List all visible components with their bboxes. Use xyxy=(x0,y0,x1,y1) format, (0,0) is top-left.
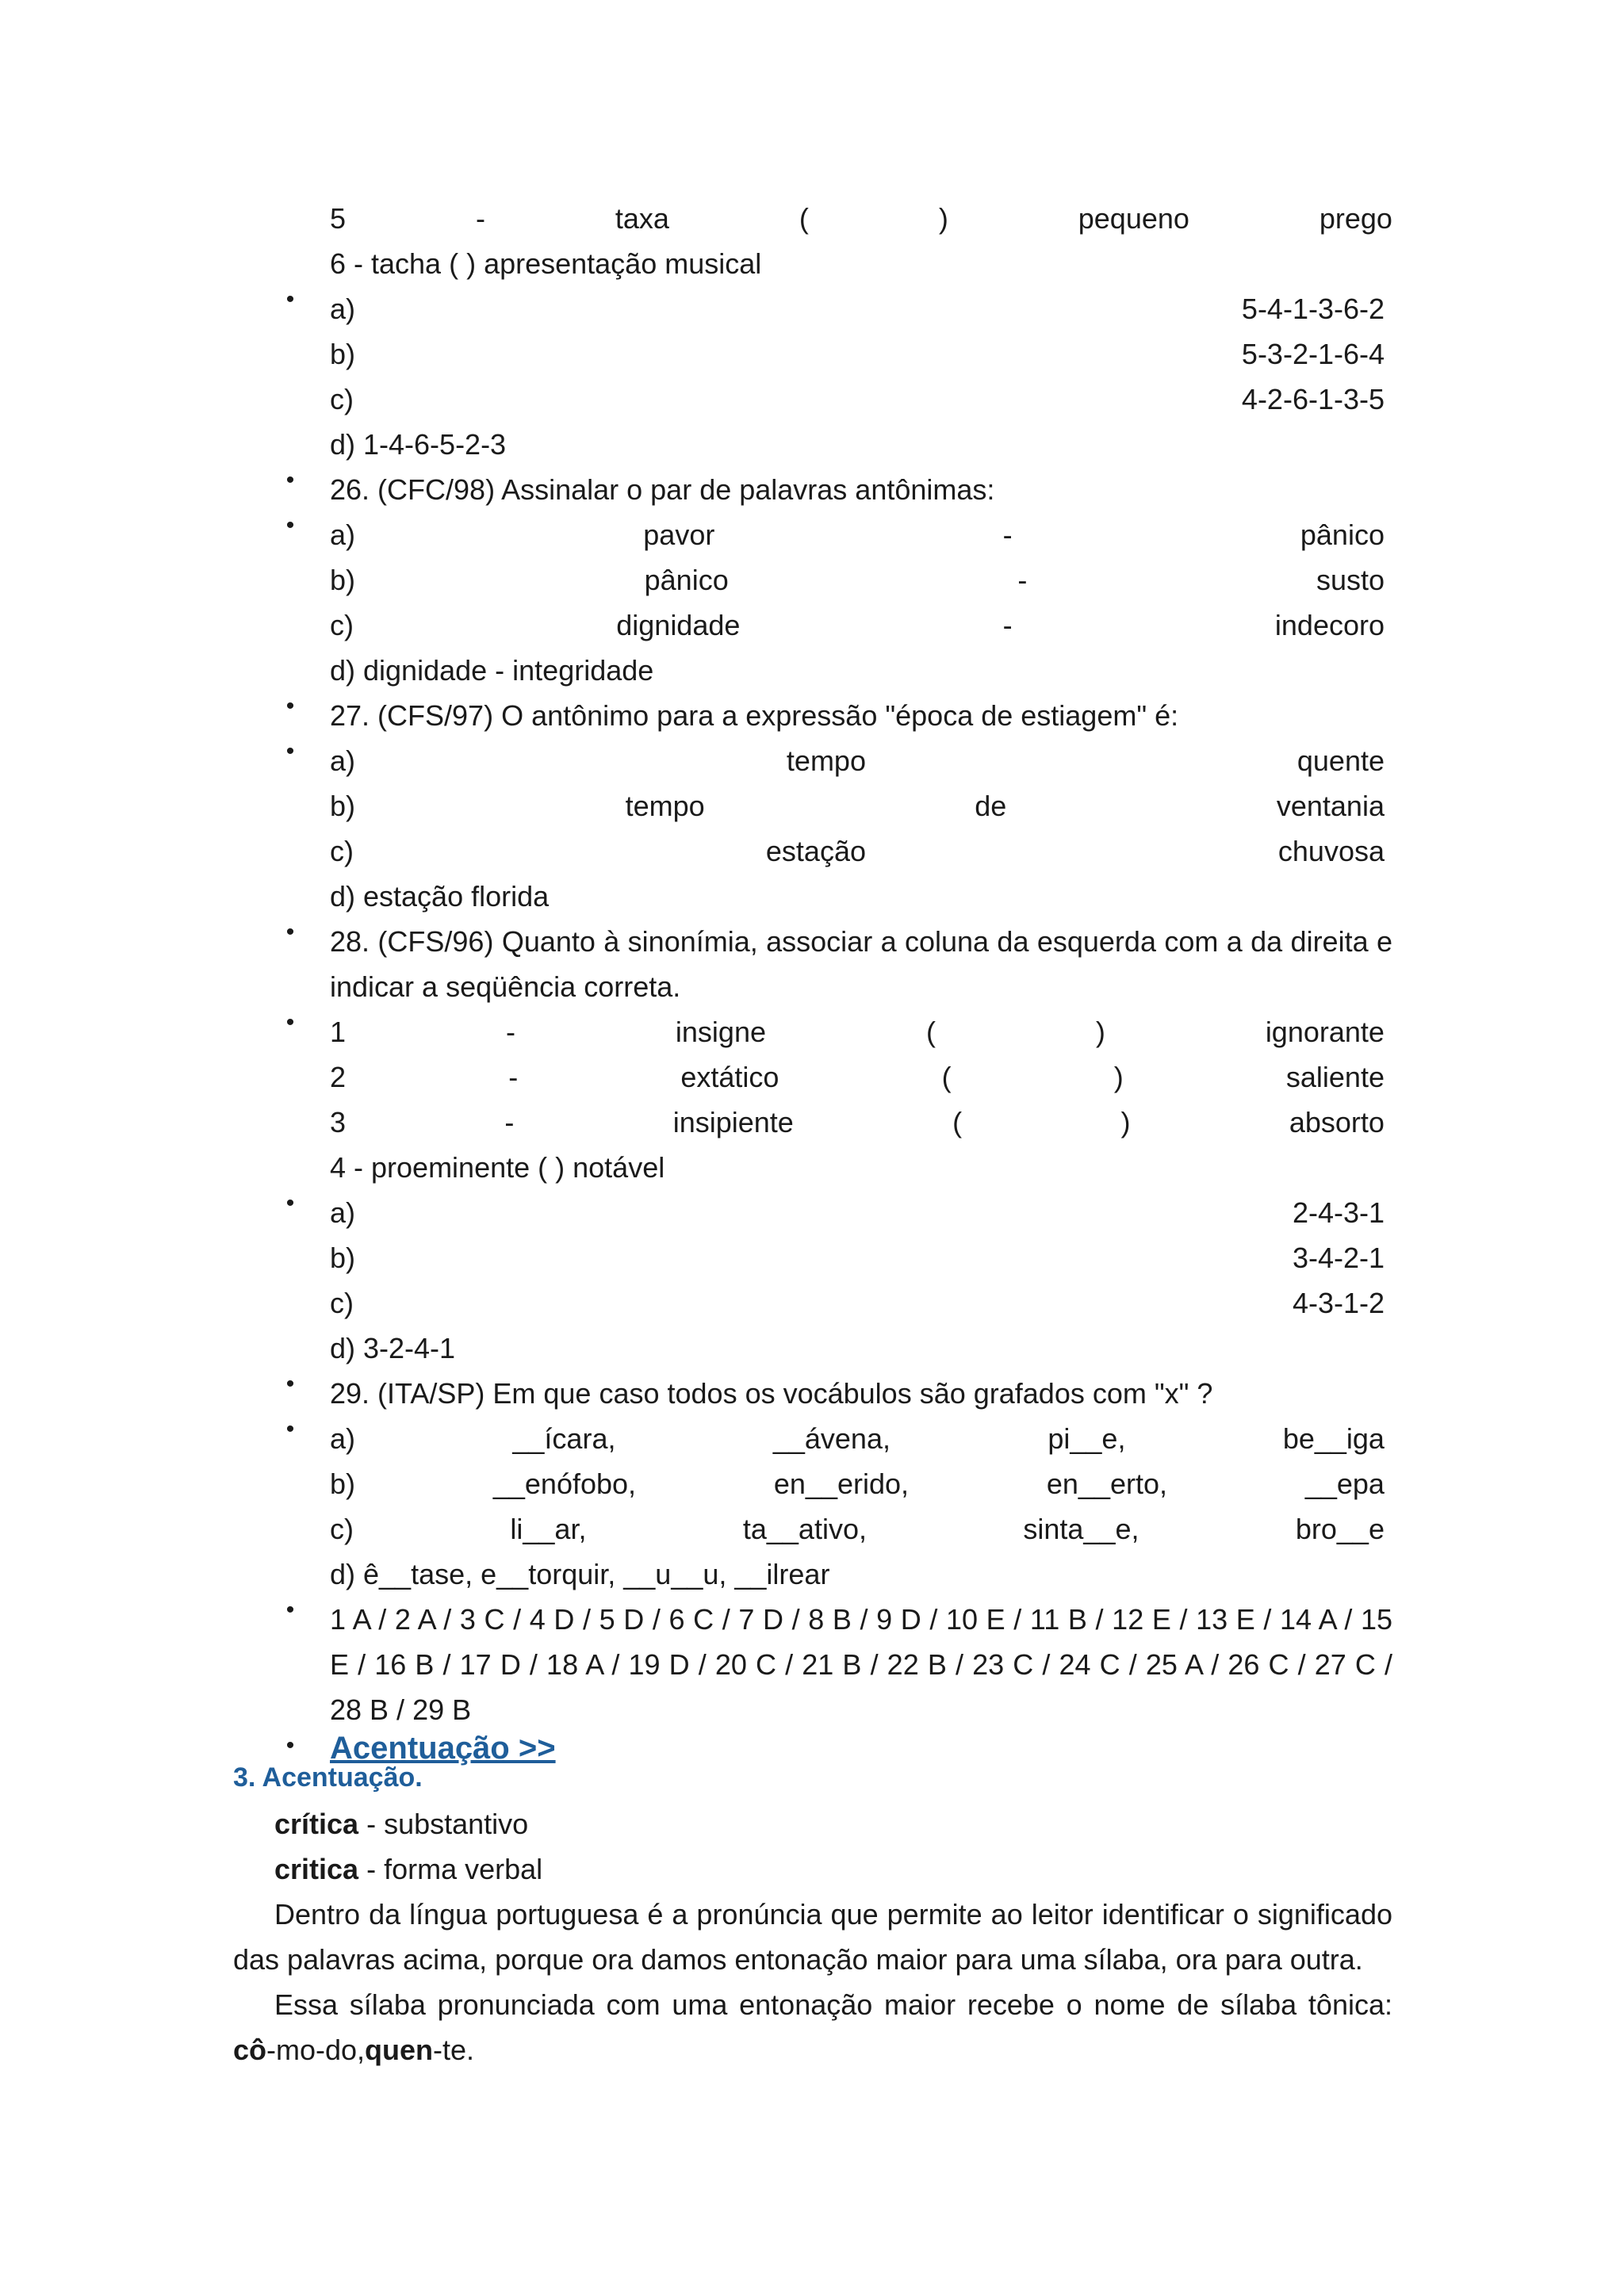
line-token: tempo xyxy=(786,744,866,777)
line-token: ( xyxy=(799,202,809,235)
line-token: 4-2-6-1-3-5 xyxy=(1241,383,1385,415)
line-token: 2 xyxy=(330,1061,347,1093)
bullet: • xyxy=(285,693,295,719)
line-token: ) xyxy=(1113,1061,1124,1093)
option-line xyxy=(330,1280,1385,1326)
line-token: - xyxy=(504,1106,515,1138)
line-token: ( xyxy=(952,1106,963,1138)
line-token: - xyxy=(1002,519,1013,551)
line-token: ignorante xyxy=(1265,1016,1385,1048)
line-token: susto xyxy=(1316,564,1385,596)
line-token: b) xyxy=(330,338,356,370)
q27-question xyxy=(0,693,1392,738)
answer-key-text: 1 A / 2 A / 3 C / 4 D / 5 D / 6 C / 7 D / 8 B / 9 D / 10 E / 11 B / 12 E / 13 E / 14 A / 15 E / 16 B / 17 D / 18 A / 19 D / 20 C / 21 B / 22 B / 23 C / 24 C / 25 A / 26 C / 27 C / 28 B / 29 B xyxy=(330,1603,1392,1726)
bullet: • xyxy=(285,1371,295,1397)
line-token: dignidade xyxy=(616,609,741,641)
option-line xyxy=(330,286,1385,331)
line-token: ) xyxy=(938,202,948,235)
q29-options xyxy=(0,1416,1392,1597)
line-token: - xyxy=(505,1016,515,1048)
question-text: 26. (CFC/98) Assinalar o par de palavras antônimas: xyxy=(330,473,995,506)
bullet: • xyxy=(285,467,295,493)
line-token: en__erido, xyxy=(773,1468,910,1500)
option-line: d) 3-2-4-1 xyxy=(330,1332,456,1364)
q26-question xyxy=(0,467,1392,512)
example-word-2: critica - forma verbal xyxy=(274,1853,543,1885)
answer-key xyxy=(0,1597,1392,1732)
line-token: de xyxy=(975,790,1007,822)
q25-options xyxy=(0,286,1392,467)
option-line xyxy=(330,603,1385,648)
line-token: __enófobo, xyxy=(492,1468,637,1500)
line-token: - xyxy=(475,202,485,235)
line-token: ta__ativo, xyxy=(742,1513,867,1545)
bullet: • xyxy=(285,1190,295,1216)
line-token: 1 xyxy=(330,1016,347,1048)
match-line: 6 - tacha ( ) apresentação musical xyxy=(330,247,762,280)
line-token: sinta__e, xyxy=(1023,1513,1139,1545)
q27-options xyxy=(0,738,1392,919)
example-word-1: crítica - substantivo xyxy=(274,1808,529,1840)
line-token: pavor xyxy=(643,519,715,551)
bullet: • xyxy=(285,1597,295,1623)
option-line xyxy=(330,1235,1385,1280)
line-token: pequeno xyxy=(1078,202,1189,235)
line-token: insipiente xyxy=(672,1106,794,1138)
line-token: 3-4-2-1 xyxy=(1292,1242,1385,1274)
line-token: a) xyxy=(330,293,356,325)
match-line xyxy=(330,1054,1385,1100)
acentuacao-link-item xyxy=(0,1732,1392,1764)
line-token: ) xyxy=(1095,1016,1105,1048)
line-token: en__erto, xyxy=(1046,1468,1167,1500)
option-line xyxy=(330,1506,1385,1552)
line-token: __epa xyxy=(1304,1468,1385,1500)
line-token: taxa xyxy=(615,202,669,235)
option-line: d) ê__tase, e__torquir, __u__u, __ilrear xyxy=(330,1558,830,1590)
option-line: d) 1-4-6-5-2-3 xyxy=(330,428,507,461)
bullet: • xyxy=(285,1416,295,1442)
line-token: a) xyxy=(330,744,356,777)
line-token: pânico xyxy=(1300,519,1385,551)
bullet: • xyxy=(285,738,295,764)
line-token: b) xyxy=(330,790,356,822)
q28-items xyxy=(0,1009,1392,1190)
option-line xyxy=(330,331,1385,377)
line-token: insigne xyxy=(675,1016,766,1048)
top-margin xyxy=(0,0,1624,196)
option-line xyxy=(330,377,1385,422)
option-line: d) dignidade - integridade xyxy=(330,654,654,687)
line-token: c) xyxy=(330,1513,354,1545)
match-line xyxy=(330,1009,1385,1054)
bullet: • xyxy=(285,1732,295,1758)
question-text: 27. (CFS/97) O antônimo para a expressão "época de estiagem" é: xyxy=(330,699,1179,732)
q28-question xyxy=(0,919,1392,1009)
line-token: a) xyxy=(330,1196,356,1229)
line-token: pânico xyxy=(644,564,729,596)
line-token: ) xyxy=(1120,1106,1131,1138)
line-token: tempo xyxy=(625,790,705,822)
line-token: li__ar, xyxy=(510,1513,587,1545)
line-token: extático xyxy=(680,1061,779,1093)
line-token: b) xyxy=(330,564,356,596)
line-token: prego xyxy=(1319,202,1392,235)
option-line xyxy=(330,1416,1385,1461)
match-line: 4 - proeminente ( ) notável xyxy=(330,1151,665,1184)
option-line xyxy=(330,738,1385,783)
line-token: 5-3-2-1-6-4 xyxy=(1241,338,1385,370)
line-token: chuvosa xyxy=(1277,835,1385,867)
line-token: estação xyxy=(765,835,866,867)
question-text: 28. (CFS/96) Quanto à sinonímia, associar a coluna da esquerda com a da direita e indicar a seqüência correta. xyxy=(330,925,1392,1003)
section-body xyxy=(233,1801,1392,2072)
paragraph-1: Dentro da língua portuguesa é a pronúncia que permite ao leitor identificar o significado das palavras acima, porque ora damos entonação maior para uma sílaba, ora para outra. xyxy=(233,1898,1392,1976)
line-token: ( xyxy=(925,1016,936,1048)
line-token: 4-3-1-2 xyxy=(1292,1287,1385,1319)
line-token: be__iga xyxy=(1282,1422,1385,1455)
line-token: 5-4-1-3-6-2 xyxy=(1241,293,1385,325)
line-token: c) xyxy=(330,835,354,867)
line-token: - xyxy=(1002,609,1013,641)
line-token: - xyxy=(508,1061,519,1093)
line-token: c) xyxy=(330,609,354,641)
line-token: ventania xyxy=(1276,790,1385,822)
option-line xyxy=(330,512,1385,557)
option-line xyxy=(330,828,1385,874)
q26-options xyxy=(0,512,1392,693)
bullet: • xyxy=(285,919,295,945)
line-token: 2-4-3-1 xyxy=(1292,1196,1385,1229)
bullet: • xyxy=(285,512,295,538)
line-token: 3 xyxy=(330,1106,347,1138)
paragraph-2: Essa sílaba pronunciada com uma entonação maior recebe o nome de sílaba tônica: cô-mo-do,quen-te. xyxy=(233,1988,1392,2066)
link-line xyxy=(330,1732,1392,1764)
line-token: b) xyxy=(330,1242,356,1274)
line-token: quente xyxy=(1297,744,1385,777)
line-token: 5 xyxy=(330,202,347,235)
line-token: indecoro xyxy=(1274,609,1385,641)
line-token: pi__e, xyxy=(1048,1422,1126,1455)
bullet: • xyxy=(285,286,295,312)
line-token: b) xyxy=(330,1468,356,1500)
match-line xyxy=(330,196,1392,241)
line-token: absorto xyxy=(1289,1106,1385,1138)
line-token: __ícara, xyxy=(512,1422,616,1455)
line-token: c) xyxy=(330,1287,354,1319)
q25-tail xyxy=(0,196,1392,286)
q29-question xyxy=(0,1371,1392,1416)
bullet: • xyxy=(285,1009,295,1035)
line-token: bro__e xyxy=(1295,1513,1385,1545)
option-line: d) estação florida xyxy=(330,880,550,913)
line-token: - xyxy=(1017,564,1028,596)
line-token: __ávena, xyxy=(772,1422,891,1455)
line-token: ( xyxy=(941,1061,952,1093)
line-token: a) xyxy=(330,1422,356,1455)
line-token: c) xyxy=(330,383,354,415)
option-line xyxy=(330,1461,1385,1506)
section-heading: 3. Acentuação. xyxy=(233,1762,423,1793)
match-line xyxy=(330,1100,1385,1145)
line-token: a) xyxy=(330,519,356,551)
acentuacao-link[interactable]: Acentuação >> xyxy=(330,1731,556,1766)
line-token: saliente xyxy=(1285,1061,1385,1093)
q28-options xyxy=(0,1190,1392,1371)
option-line xyxy=(330,557,1385,603)
option-line xyxy=(330,783,1385,828)
option-line xyxy=(330,1190,1385,1235)
question-text: 29. (ITA/SP) Em que caso todos os vocábulos são grafados com "x" ? xyxy=(330,1377,1213,1410)
